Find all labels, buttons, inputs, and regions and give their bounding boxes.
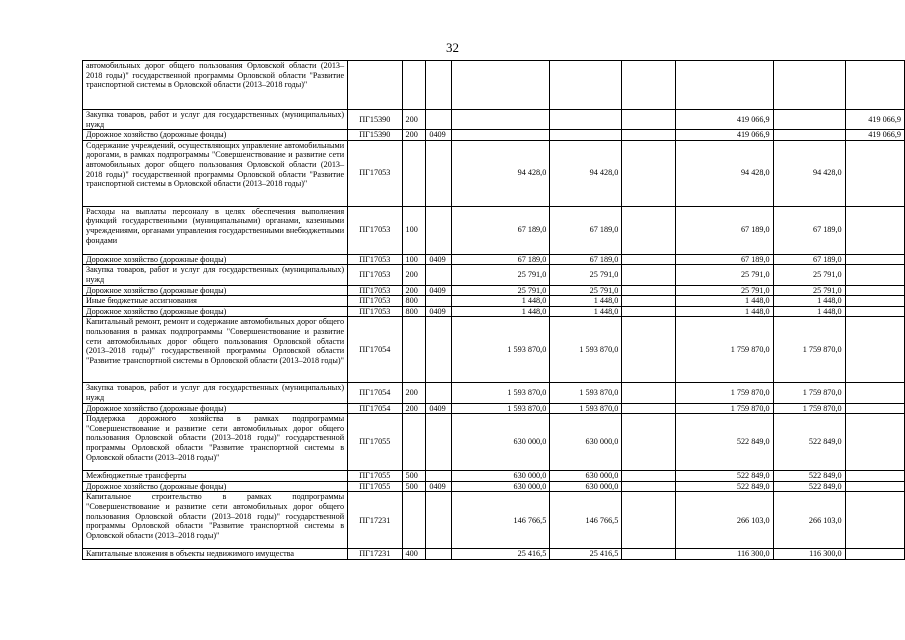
amount-cell: 94 428,0 <box>773 140 845 206</box>
amount-cell <box>773 130 845 141</box>
description-cell: Капитальные вложения в объекты недвижимого имущества <box>83 549 348 560</box>
table-body <box>83 61 905 560</box>
amount-cell <box>845 306 904 317</box>
target-code-cell: ПГ17054 <box>348 383 402 403</box>
amount-cell: 1 448,0 <box>773 296 845 307</box>
section-cell <box>426 414 452 471</box>
amount-cell: 25 416,5 <box>550 549 622 560</box>
amount-cell: 25 791,0 <box>550 265 622 285</box>
amount-cell: 1 593 870,0 <box>452 383 550 403</box>
expense-type-cell: 200 <box>402 130 426 141</box>
amount-cell: 67 189,0 <box>550 206 622 254</box>
target-code-cell: ПГ17053 <box>348 265 402 285</box>
target-code-cell: ПГ17053 <box>348 285 402 296</box>
amount-cell <box>845 254 904 265</box>
section-cell <box>426 471 452 482</box>
amount-cell <box>622 206 675 254</box>
amount-cell <box>622 481 675 492</box>
description-cell: Капитальное строительство в рамках подпрограммы "Совершенствование и развитие сети автомобильных дорог общего пользования Орловской области (2013–2018 годы)" государственной программы Орловской области "Развитие транспортной системы в Орловской области (2013–2018 годы)" <box>83 492 348 549</box>
table-row <box>83 110 905 130</box>
amount-cell <box>622 265 675 285</box>
amount-cell: 419 066,9 <box>675 110 773 130</box>
amount-cell <box>622 130 675 141</box>
section-cell: 0409 <box>426 254 452 265</box>
amount-cell <box>622 61 675 110</box>
section-cell <box>426 549 452 560</box>
section-cell <box>426 296 452 307</box>
expense-type-cell: 100 <box>402 254 426 265</box>
section-cell <box>426 383 452 403</box>
target-code-cell: ПГ17054 <box>348 403 402 414</box>
amount-cell <box>622 285 675 296</box>
amount-cell: 146 766,5 <box>550 492 622 549</box>
amount-cell: 630 000,0 <box>452 481 550 492</box>
amount-cell: 94 428,0 <box>550 140 622 206</box>
table-row <box>83 296 905 307</box>
amount-cell <box>550 110 622 130</box>
table-row <box>83 471 905 482</box>
amount-cell: 1 593 870,0 <box>452 403 550 414</box>
amount-cell: 630 000,0 <box>550 481 622 492</box>
amount-cell <box>452 110 550 130</box>
amount-cell: 1 448,0 <box>452 296 550 307</box>
section-cell <box>426 492 452 549</box>
table-row <box>83 265 905 285</box>
amount-cell <box>845 383 904 403</box>
amount-cell <box>845 285 904 296</box>
description-cell: Поддержка дорожного хозяйства в рамках подпрограммы "Совершенствование и развитие сети автомобильных дорог общего пользования Орловской области (2013–2018 годы)" государственной программы Орловской области "Развитие транспортной системы в Орловской области (2013–2018 годы)" <box>83 414 348 471</box>
target-code-cell: ПГ15390 <box>348 130 402 141</box>
amount-cell: 1 593 870,0 <box>550 403 622 414</box>
amount-cell: 25 791,0 <box>550 285 622 296</box>
target-code-cell <box>348 61 402 110</box>
amount-cell <box>622 110 675 130</box>
target-code-cell: ПГ17055 <box>348 414 402 471</box>
table-row <box>83 481 905 492</box>
page-number: 32 <box>446 40 459 55</box>
amount-cell: 1 759 870,0 <box>675 383 773 403</box>
table-row <box>83 254 905 265</box>
amount-cell: 1 593 870,0 <box>550 317 622 383</box>
amount-cell: 25 416,5 <box>452 549 550 560</box>
amount-cell <box>845 206 904 254</box>
amount-cell: 146 766,5 <box>452 492 550 549</box>
expense-type-cell: 500 <box>402 471 426 482</box>
target-code-cell: ПГ17055 <box>348 471 402 482</box>
amount-cell: 630 000,0 <box>550 471 622 482</box>
expense-type-cell: 200 <box>402 285 426 296</box>
target-code-cell: ПГ15390 <box>348 110 402 130</box>
amount-cell: 25 791,0 <box>675 285 773 296</box>
amount-cell: 419 066,9 <box>675 130 773 141</box>
section-cell <box>426 61 452 110</box>
amount-cell: 630 000,0 <box>452 471 550 482</box>
amount-cell: 67 189,0 <box>773 254 845 265</box>
amount-cell: 116 300,0 <box>675 549 773 560</box>
amount-cell: 67 189,0 <box>675 206 773 254</box>
amount-cell: 1 759 870,0 <box>675 317 773 383</box>
amount-cell <box>622 140 675 206</box>
amount-cell: 1 448,0 <box>773 306 845 317</box>
amount-cell: 266 103,0 <box>675 492 773 549</box>
amount-cell <box>845 317 904 383</box>
amount-cell: 1 593 870,0 <box>550 383 622 403</box>
expense-type-cell <box>402 317 426 383</box>
description-cell: Дорожное хозяйство (дорожные фонды) <box>83 306 348 317</box>
amount-cell: 1 448,0 <box>550 296 622 307</box>
amount-cell <box>845 414 904 471</box>
table-row <box>83 414 905 471</box>
description-cell: Капитальный ремонт, ремонт и содержание автомобильных дорог общего пользования в рамках подпрограммы "Совершенствование и развитие сети автомобильных дорог общего пользования Орловской области (2013–2018 годы)" государственной программы Орловской области "Развитие транспортной системы в Орловской области (2013–2018 годы)" <box>83 317 348 383</box>
amount-cell <box>622 317 675 383</box>
table-row <box>83 140 905 206</box>
expense-type-cell: 200 <box>402 110 426 130</box>
amount-cell: 419 066,9 <box>845 130 904 141</box>
amount-cell <box>773 61 845 110</box>
section-cell <box>426 140 452 206</box>
amount-cell <box>622 306 675 317</box>
amount-cell <box>622 296 675 307</box>
amount-cell <box>675 61 773 110</box>
description-cell: Закупка товаров, работ и услуг для государственных (муниципальных) нужд <box>83 265 348 285</box>
table-row <box>83 317 905 383</box>
amount-cell <box>845 549 904 560</box>
description-cell: Закупка товаров, работ и услуг для государственных (муниципальных) нужд <box>83 383 348 403</box>
expense-type-cell: 500 <box>402 481 426 492</box>
amount-cell: 1 448,0 <box>452 306 550 317</box>
amount-cell: 25 791,0 <box>452 265 550 285</box>
amount-cell: 522 849,0 <box>773 414 845 471</box>
description-cell: Закупка товаров, работ и услуг для государственных (муниципальных) нужд <box>83 110 348 130</box>
target-code-cell: ПГ17231 <box>348 492 402 549</box>
target-code-cell: ПГ17053 <box>348 140 402 206</box>
table-row <box>83 549 905 560</box>
expense-type-cell: 100 <box>402 206 426 254</box>
amount-cell: 522 849,0 <box>773 471 845 482</box>
expense-type-cell: 400 <box>402 549 426 560</box>
table-row <box>83 61 905 110</box>
target-code-cell: ПГ17053 <box>348 206 402 254</box>
description-cell: Содержание учреждений, осуществляющих управление автомобильными дорогами, в рамках подпрограммы "Совершенствование и развитие сети автомобильных дорог общего пользования Орловской области (2013–2018 годы)" государственной программы Орловской области "Развитие транспортной системы в Орловской области (2013–2018 годы)" <box>83 140 348 206</box>
table-row <box>83 306 905 317</box>
table-row <box>83 492 905 549</box>
amount-cell: 419 066,9 <box>845 110 904 130</box>
amount-cell <box>452 130 550 141</box>
amount-cell: 522 849,0 <box>675 414 773 471</box>
section-cell <box>426 317 452 383</box>
target-code-cell: ПГ17053 <box>348 254 402 265</box>
amount-cell: 1 448,0 <box>550 306 622 317</box>
expense-type-cell: 800 <box>402 306 426 317</box>
amount-cell: 25 791,0 <box>773 265 845 285</box>
target-code-cell: ПГ17054 <box>348 317 402 383</box>
description-cell: Дорожное хозяйство (дорожные фонды) <box>83 254 348 265</box>
section-cell <box>426 206 452 254</box>
amount-cell: 25 791,0 <box>675 265 773 285</box>
expense-type-cell: 800 <box>402 296 426 307</box>
amount-cell: 630 000,0 <box>452 414 550 471</box>
amount-cell <box>845 296 904 307</box>
expense-type-cell: 200 <box>402 383 426 403</box>
amount-cell <box>622 403 675 414</box>
table-row <box>83 285 905 296</box>
amount-cell: 67 189,0 <box>773 206 845 254</box>
amount-cell: 522 849,0 <box>773 481 845 492</box>
amount-cell: 67 189,0 <box>452 206 550 254</box>
table-row <box>83 130 905 141</box>
amount-cell <box>550 61 622 110</box>
amount-cell: 1 448,0 <box>675 296 773 307</box>
expense-type-cell <box>402 61 426 110</box>
amount-cell <box>622 414 675 471</box>
amount-cell <box>845 471 904 482</box>
section-cell: 0409 <box>426 403 452 414</box>
amount-cell: 266 103,0 <box>773 492 845 549</box>
amount-cell: 1 759 870,0 <box>773 383 845 403</box>
description-cell: Дорожное хозяйство (дорожные фонды) <box>83 285 348 296</box>
expense-type-cell: 200 <box>402 265 426 285</box>
amount-cell: 522 849,0 <box>675 481 773 492</box>
amount-cell: 94 428,0 <box>675 140 773 206</box>
target-code-cell: ПГ17231 <box>348 549 402 560</box>
description-cell: автомобильных дорог общего пользования Орловской области (2013–2018 годы)" государственной программы Орловской области "Развитие транспортной системы в Орловской области (2013–2018 годы)" <box>83 61 348 110</box>
description-cell: Расходы на выплаты персоналу в целях обеспечения выполнения функций государственными (муниципальными) органами, казенными учреждениями, органами управления государственными внебюджетными фондами <box>83 206 348 254</box>
amount-cell: 67 189,0 <box>550 254 622 265</box>
amount-cell: 522 849,0 <box>675 471 773 482</box>
amount-cell: 1 593 870,0 <box>452 317 550 383</box>
description-cell: Дорожное хозяйство (дорожные фонды) <box>83 403 348 414</box>
description-cell: Межбюджетные трансферты <box>83 471 348 482</box>
section-cell <box>426 265 452 285</box>
amount-cell <box>622 471 675 482</box>
section-cell: 0409 <box>426 306 452 317</box>
budget-table <box>82 60 905 560</box>
section-cell: 0409 <box>426 130 452 141</box>
expense-type-cell <box>402 492 426 549</box>
amount-cell <box>452 61 550 110</box>
table-row <box>83 206 905 254</box>
amount-cell: 116 300,0 <box>773 549 845 560</box>
amount-cell: 67 189,0 <box>675 254 773 265</box>
amount-cell: 25 791,0 <box>452 285 550 296</box>
expense-type-cell <box>402 140 426 206</box>
description-cell: Дорожное хозяйство (дорожные фонды) <box>83 130 348 141</box>
expense-type-cell: 200 <box>402 403 426 414</box>
amount-cell <box>773 110 845 130</box>
target-code-cell: ПГ17053 <box>348 306 402 317</box>
description-cell: Дорожное хозяйство (дорожные фонды) <box>83 481 348 492</box>
amount-cell: 1 759 870,0 <box>773 403 845 414</box>
amount-cell <box>845 140 904 206</box>
amount-cell <box>845 403 904 414</box>
section-cell <box>426 110 452 130</box>
target-code-cell: ПГ17055 <box>348 481 402 492</box>
amount-cell <box>845 265 904 285</box>
table-row <box>83 403 905 414</box>
amount-cell <box>622 383 675 403</box>
amount-cell <box>550 130 622 141</box>
amount-cell: 25 791,0 <box>773 285 845 296</box>
amount-cell: 630 000,0 <box>550 414 622 471</box>
amount-cell: 94 428,0 <box>452 140 550 206</box>
amount-cell <box>845 492 904 549</box>
table-row <box>83 383 905 403</box>
amount-cell: 1 448,0 <box>675 306 773 317</box>
amount-cell <box>622 549 675 560</box>
section-cell: 0409 <box>426 481 452 492</box>
amount-cell <box>622 492 675 549</box>
amount-cell: 67 189,0 <box>452 254 550 265</box>
amount-cell: 1 759 870,0 <box>675 403 773 414</box>
amount-cell: 1 759 870,0 <box>773 317 845 383</box>
description-cell: Иные бюджетные ассигнования <box>83 296 348 307</box>
amount-cell <box>622 254 675 265</box>
amount-cell <box>845 61 904 110</box>
target-code-cell: ПГ17053 <box>348 296 402 307</box>
expense-type-cell <box>402 414 426 471</box>
section-cell: 0409 <box>426 285 452 296</box>
amount-cell <box>845 481 904 492</box>
